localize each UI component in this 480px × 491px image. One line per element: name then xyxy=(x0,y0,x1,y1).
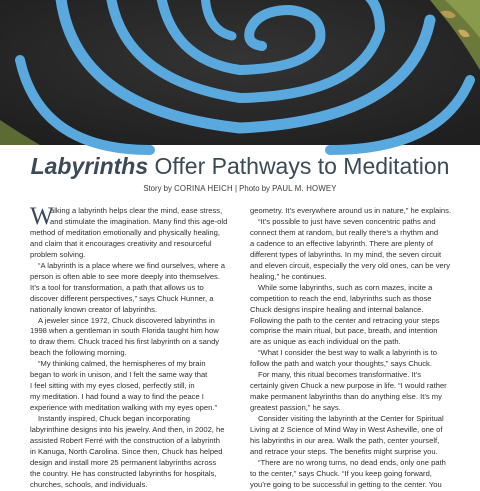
text-line: different types of labyrinths. In my mind, the seven circuit xyxy=(250,249,442,259)
paragraph xyxy=(250,206,458,217)
text-line: beach the following morning. xyxy=(30,348,127,358)
article-credits xyxy=(0,184,480,194)
paragraph xyxy=(250,414,458,458)
title-emphasis: Labyrinths xyxy=(30,153,149,179)
right-column xyxy=(250,206,458,491)
text-line: “What I consider the best way to walk a labyrinth is to xyxy=(258,348,437,358)
text-line: certainly given Chuck a new purpose in life. “I would rather xyxy=(250,381,447,391)
text-line: Living at 2 Science of Mind Way in West Asheville, one of xyxy=(250,425,443,435)
text-line: It’s a tool for transformation, a path that allows us to xyxy=(30,282,204,292)
text-line: Chuck designs inspire healing and internal balance. xyxy=(250,304,424,314)
text-line: and claim that it encourages creativity and resourceful xyxy=(30,238,212,248)
text-line: A jeweler since 1972, Chuck discovered labyrinths in xyxy=(38,315,215,325)
text-line: “There are no wrong turns, no dead ends, only one path xyxy=(258,457,446,467)
text-line: follow the path and watch your thoughts,” says Chuck. xyxy=(250,359,432,369)
paragraph xyxy=(30,316,238,360)
text-line: make permanent labyrinths than do anything else. It’s my xyxy=(250,392,442,402)
text-line: are as unique as each individual on the path. xyxy=(250,337,401,347)
text-line: his labyrinths in our area. Walk the path, center yourself, xyxy=(250,436,440,446)
text-line: connect them at random, but really there’s a rhythm and xyxy=(250,227,439,237)
paragraph xyxy=(250,217,458,283)
paragraph xyxy=(250,458,458,491)
photo-author: PAUL M. HOWEY xyxy=(272,184,337,193)
text-line: person is often able to see more deeply into themselves. xyxy=(30,271,220,281)
paragraph xyxy=(250,283,458,349)
text-line: “It’s possible to just have seven concentric paths and xyxy=(258,216,436,226)
text-line: a cadence to an effective labyrinth. There are plenty of xyxy=(250,238,433,248)
drop-cap: W xyxy=(30,203,54,230)
text-line: my meditation. I had found a way to find the peace I xyxy=(30,392,204,402)
text-line: Consider visiting the labyrinth at the Center for Spiritual xyxy=(258,414,444,424)
text-line: assisted Robert Ferré with the construction of a labyrinth xyxy=(30,436,220,446)
title-rest: Offer Pathways to Meditation xyxy=(148,153,450,179)
labyrinth-photo xyxy=(0,0,480,145)
text-line: greatest passion,” he says. xyxy=(250,403,341,413)
text-line: geometry. It’s everywhere around us in nature,” he explains. xyxy=(250,206,452,215)
text-line: alking a labyrinth helps clear the mind, ease stress, xyxy=(50,206,223,215)
text-line: nationally known creator of labyrinths. xyxy=(30,304,158,314)
text-line: problem solving. xyxy=(30,249,86,259)
text-line: Instantly inspired, Chuck began incorporating xyxy=(38,414,190,424)
text-line: labyrinthine designs into his jewelry. And then, in 2002, he xyxy=(30,425,225,435)
text-line: to the center,” says Chuck. “If you keep going forward, xyxy=(250,468,432,478)
credit-separator: | xyxy=(232,184,240,193)
paragraph xyxy=(250,370,458,414)
text-line: in Kanuga, North Carolina. Since then, Chuck has helped xyxy=(30,446,223,456)
text-line: and retrace your steps. The benefits might surprise you. xyxy=(250,446,438,456)
paragraph xyxy=(250,348,458,370)
text-line: the country. He has constructed labyrinths for hospitals, xyxy=(30,468,217,478)
text-line: experience with meditation walking with my eyes open.” xyxy=(30,403,217,413)
text-line: 1998 when a gentleman in south Florida taught him how xyxy=(30,326,219,336)
text-line: For many, this ritual becomes transformative. It’s xyxy=(258,370,422,380)
photo-credit-prefix: Photo by xyxy=(239,184,270,193)
paragraph xyxy=(30,203,238,261)
paragraph xyxy=(30,359,238,414)
text-line: Following the path to the center and retracing your steps xyxy=(250,315,440,325)
text-line: competition to reach the end, labyrinths such as those xyxy=(250,293,432,303)
story-author: CORINA HEICH xyxy=(174,184,233,193)
paragraph xyxy=(30,414,238,491)
text-line: began to work in unison, and I felt the same way that xyxy=(30,370,208,380)
left-column xyxy=(30,203,238,491)
paragraph xyxy=(30,261,238,316)
text-line: I feel sitting with my eyes closed, perfectly still, in xyxy=(30,381,195,391)
text-line: comprise the main ritual, but pace, breath, and intention xyxy=(250,326,438,336)
text-line: and eleven circuit, especially the very old ones, can be very xyxy=(250,260,451,270)
text-line: discover different perspectives,” says Chuck Hunner, a xyxy=(30,293,214,303)
text-line: While some labyrinths, such as corn mazes, incite a xyxy=(258,282,433,292)
text-line: and stimulate the imagination. Many find this age-old xyxy=(50,216,228,226)
text-line: churches, schools, and individuals. xyxy=(30,479,148,489)
text-line: “A labyrinth is a place where we find ourselves, where a xyxy=(38,260,225,270)
text-line: you’re going to be successful in getting to the center. You xyxy=(250,479,442,489)
text-line: design and install more 25 permanent labyrinths across xyxy=(30,457,217,467)
text-line: healing,” he continues. xyxy=(250,271,327,281)
story-credit-prefix: Story by xyxy=(143,184,172,193)
article-title xyxy=(0,152,480,180)
text-line: to draw them. Chuck traced his first labyrinth on a sandy xyxy=(30,337,220,347)
text-line: method of meditation emotionally and physically healing, xyxy=(30,227,220,237)
text-line: “My thinking calmed, the hemispheres of my brain xyxy=(38,359,206,369)
